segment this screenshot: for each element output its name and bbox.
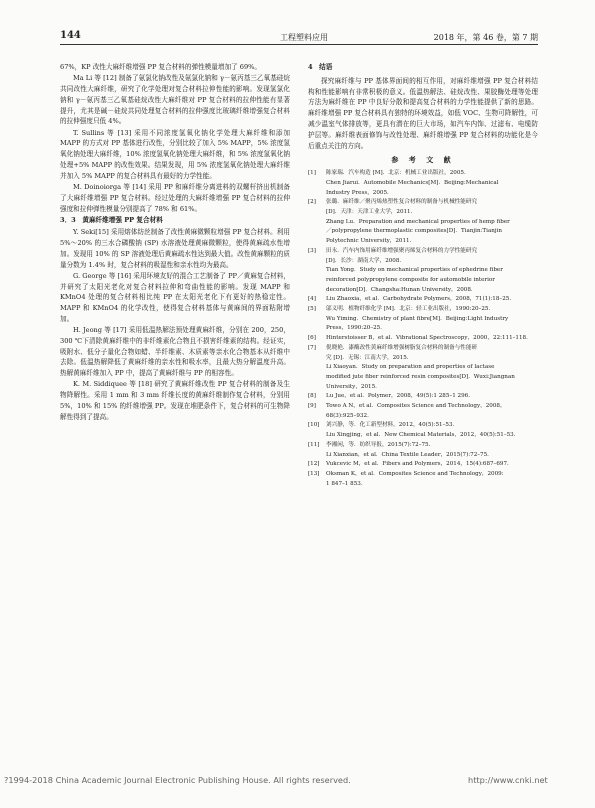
reference-item bbox=[308, 344, 538, 393]
reference-item bbox=[308, 247, 538, 296]
reference-line: 刘兴静，等．化工新型材料，2012，40(5):51–53． bbox=[326, 422, 459, 429]
reference-number: [4] bbox=[308, 296, 316, 303]
reference-line: Liu Zhaoxia，et al．Carbohydrate Polymers，2008，71(1):18–25． bbox=[326, 296, 515, 303]
reference-line: 68(3):925–932． bbox=[326, 412, 373, 419]
reference-item bbox=[308, 441, 538, 460]
reference-line: 1 847–1 853． bbox=[326, 480, 367, 487]
reference-number: [11] bbox=[308, 441, 320, 448]
reference-item bbox=[308, 421, 538, 440]
reference-line: Liu Xingjing，et al．New Chemical Materials，2012，40(5):51–53． bbox=[326, 432, 520, 439]
reference-number: [7] bbox=[308, 344, 316, 351]
right-column bbox=[308, 62, 538, 489]
subsection-heading: 3．3 黄麻纤维增强 PP 复合材料 bbox=[60, 216, 163, 225]
reference-line: Wu Yiming．Chemistry of plant fibre[M]．Beijing:Light Industry bbox=[326, 315, 509, 322]
reference-number: [12] bbox=[308, 461, 320, 468]
journal-name: 工程塑料应用 bbox=[280, 33, 328, 42]
reference-line: Tian Yong．Study on mechanical properties of ephedrine fiber bbox=[326, 267, 503, 274]
page-footer bbox=[4, 775, 591, 785]
reference-item bbox=[308, 305, 538, 334]
reference-line: decoration[D]．Changsha:Hunan University，2008． bbox=[326, 286, 477, 293]
reference-line: 田永．汽车内饰用麻纤维增强聚丙烯复合材料的力学性能研究 bbox=[326, 247, 478, 254]
reference-line: Zhang Lu．Preparation and mechanical properties of hemp fiber bbox=[326, 218, 510, 225]
body-paragraph: H. Jeong 等 [17] 采用低温热解法预处理黄麻纤维，分别在 200，250，300 ℃下清除黄麻纤维中的非纤维素化合物且不损害纤维素的结构。经证实，吸附水、低分子量化合物如蜡、半纤维素、木质素等亲水化合物基本从纤维中去除。低温热解降低了黄麻纤维的亲水性和吸水率，且最大热分解温度升高。热解黄麻纤维加入 PP 中，提高了黄麻纤维与 PP 的相容性。 bbox=[60, 326, 290, 378]
reference-line: Industry Press，2005． bbox=[326, 189, 393, 196]
reference-item bbox=[308, 402, 538, 421]
copyright-notice: ?1994-2018 China Academic Journal Electronic Publishing House. All rights reserved. bbox=[4, 775, 351, 785]
reference-line: Polytechnic University，2011． bbox=[326, 238, 416, 245]
reference-item bbox=[308, 460, 538, 470]
reference-number: [6] bbox=[308, 335, 316, 342]
references-title: 参 考 文 献 bbox=[391, 155, 455, 165]
left-column bbox=[60, 62, 290, 423]
reference-item bbox=[308, 295, 538, 305]
reference-number: [13] bbox=[308, 470, 320, 477]
reference-line: reinforced polypropylene composite for automobile interior bbox=[326, 276, 495, 283]
reference-item bbox=[308, 470, 538, 489]
reference-line: 张璐．麻纤维／聚丙烯热塑性复合材料的制备与机械性能研究 bbox=[326, 199, 478, 206]
reference-line: modified jute fiber reinforced resin composites[D]．Wuxi:Jiangnan bbox=[326, 373, 515, 380]
reference-line: Press，1990:20–25． bbox=[326, 325, 386, 332]
references-list bbox=[308, 169, 538, 489]
body-paragraph: 67%，KP 改性大麻纤维增强 PP 复合材料的弹性模量增加了 69%。 bbox=[60, 63, 261, 71]
reference-line: [D]．天津：天津工业大学，2011． bbox=[326, 208, 417, 215]
reference-number: [8] bbox=[308, 393, 316, 400]
reference-line: Li Xiaoyan．Study on preparation and properties of lactase bbox=[326, 364, 495, 371]
reference-line: [D]．长沙：湖南大学，2008． bbox=[326, 257, 406, 264]
reference-line: Li Xianxian，et al．China Textile Leader，2015(7):72–75． bbox=[326, 451, 493, 458]
footer-site[interactable]: http://www.cnki.net bbox=[468, 775, 548, 785]
reference-item bbox=[308, 392, 538, 402]
reference-number: [1] bbox=[308, 170, 316, 177]
section-title: 4 结语 bbox=[308, 63, 333, 71]
reference-line: Hinterstoisser B，et al．Vibrational Spectroscopy，2000，22:111–118． bbox=[326, 335, 532, 342]
reference-line: 邬义明．植物纤维化学 [M]．北京：轻工业出版社，1990:20–25． bbox=[326, 306, 495, 313]
reference-line: ／polypropylene thermoplastic composites[D]．Tianjin:Tianjin bbox=[326, 228, 503, 235]
reference-line: 李湘闲，等．纺织导报，2015(7):72–75． bbox=[326, 441, 435, 448]
reference-line: Chen Jiarui．Automobile Mechanics[M]．Beijing:Mechanical bbox=[326, 179, 499, 186]
reference-number: [10] bbox=[308, 422, 320, 429]
reference-item bbox=[308, 169, 538, 198]
reference-number: [5] bbox=[308, 306, 316, 313]
reference-line: Oksman K，et al．Composites Science and Technology，2009: bbox=[326, 470, 504, 477]
reference-line: 倪晓艳．漆酶改性黄麻纤维增强树脂复合材料的制备与性能研 bbox=[326, 344, 478, 351]
reference-number: [3] bbox=[308, 247, 316, 254]
reference-line: Towo A N，et al．Composites Science and Technology，2008， bbox=[326, 403, 506, 410]
reference-line: 究 [D]．无锡：江南大学，2015． bbox=[326, 354, 413, 361]
reference-line: Vukcevic M，et al．Fibers and Polymers，2014，15(4):687–697． bbox=[326, 461, 513, 468]
body-paragraph: Ma Li 等 [12] 制备了氨氯化钠改性及氨氯化钠和 γ－氨丙基三乙氧基硅烷共同改性大麻纤维，研究了化学处理对复合材料拉伸性能的影响。发现氢氯化钠和 γ－氨丙基三乙氧基硅烷改性大麻纤维对 PP 复合材料的拉伸性能有显著提升，尤其是碱－硅烷共同处理复合材料的拉伸强度比玻璃纤维增强复合材料的拉伸强度只低 4%。 bbox=[60, 74, 290, 126]
body-paragraph: G. George 等 [16] 采用环境友好的混合工艺制备了 PP／黄麻复合材料，并研究了太阳光老化对复合材料拉伸和弯曲性能的影响。发现 MAPP 和 KMnO4 处理的复合材料相比纯 PP 在太阳光老化下有更好的热稳定性。MAPP 和 KMnO4 的化学改性，使得复合材料基体与黄麻间的界面粘附增加。 bbox=[60, 271, 290, 323]
conclusion-paragraph: 探究麻纤维与 PP 基体界面间的相互作用，对麻纤维增强 PP 复合材料结构和性能影响有非常积极的意义。低温热解法、硅烷改性、果胶酶处理等处理方法为麻纤维在 PP 中良好分散和提高复合材料的力学性能提供了新的思路。麻纤维增强 PP 复合材料具有独特的环境效益，如低 VOC、生物可降解性，可减少温室气体排放等，更具有潜在的巨大市场，如汽车内饰、过滤布、电缆防护层等。麻纤维表面修饰与改性处理、麻纤维增强 PP 复合材料的功能化是今后重点关注的方向。 bbox=[308, 76, 538, 150]
page-number: 144 bbox=[60, 30, 81, 41]
reference-line: 陈家瑞．汽车构造 [M]．北京：机械工业出版社，2005． bbox=[326, 170, 470, 177]
reference-number: [2] bbox=[308, 199, 316, 206]
body-paragraph: T. Sullins 等 [13] 采用不同浓度氢氧化钠化学处理大麻纤维和添加 MAPP 的方式对 PP 基体进行改性，分别比较了加入 5% MAPP，5% 浓度氢氧化钠处理大麻纤维，10% 浓度氢氧化钠处理大麻纤维，和 5% 浓度氢氧化钠处理+5% MAPP 的改性效果。结果发现，用 5% 浓度氢氧化钠处理大麻纤维并加入 5% MAPP 的复合材料具有最好的力学性能。 bbox=[60, 128, 290, 180]
issue-info: 2018 年，第 46 卷，第 7 期 bbox=[433, 33, 538, 42]
reference-item bbox=[308, 334, 538, 344]
page-header bbox=[60, 30, 538, 45]
body-paragraph: K. M. Siddiquee 等 [18] 研究了黄麻纤维改性 PP 复合材料的制备及生物降解性。采用 1 mm 和 3 mm 纤维长度的黄麻纤维制作复合材料，分别用 5%，10% 和 15% 的纤维增强 PP。发现在堆肥条件下，复合材料的可生物降解性得到了提高。 bbox=[60, 380, 290, 421]
reference-line: University，2015． bbox=[326, 383, 381, 390]
body-paragraph: Y. Seki[15] 采用熔体纺丝制备了改性黄麻微颗粒增强 PP 复合材料。利用 5%～20% 的三水合磷酸钠 (SP) 水溶液处理黄麻微颗粒，使得黄麻疏水性增加。发现用 10% 的 SP 溶液处理后黄麻疏水性达到最大值。改性黄麻颗粒的质量分数为 1.4% 时，复合材料的吸湿性和亲水性均为最高。 bbox=[60, 228, 290, 269]
reference-number: [9] bbox=[308, 403, 316, 410]
reference-item bbox=[308, 198, 538, 247]
body-paragraph: M. Doinoiorga 等 [14] 采用 PP 和麻纤维分离进料的双螺杆挤出机制备了大麻纤维增强 PP 复合材料。经过处理的大麻纤维增强 PP 复合材料的拉伸强度和拉伸弹性模量分别提高了 78% 和 61%。 bbox=[60, 182, 290, 213]
reference-line: Lu Jue，et al．Polymer，2008，49(5):1 285–1 296． bbox=[326, 393, 474, 400]
